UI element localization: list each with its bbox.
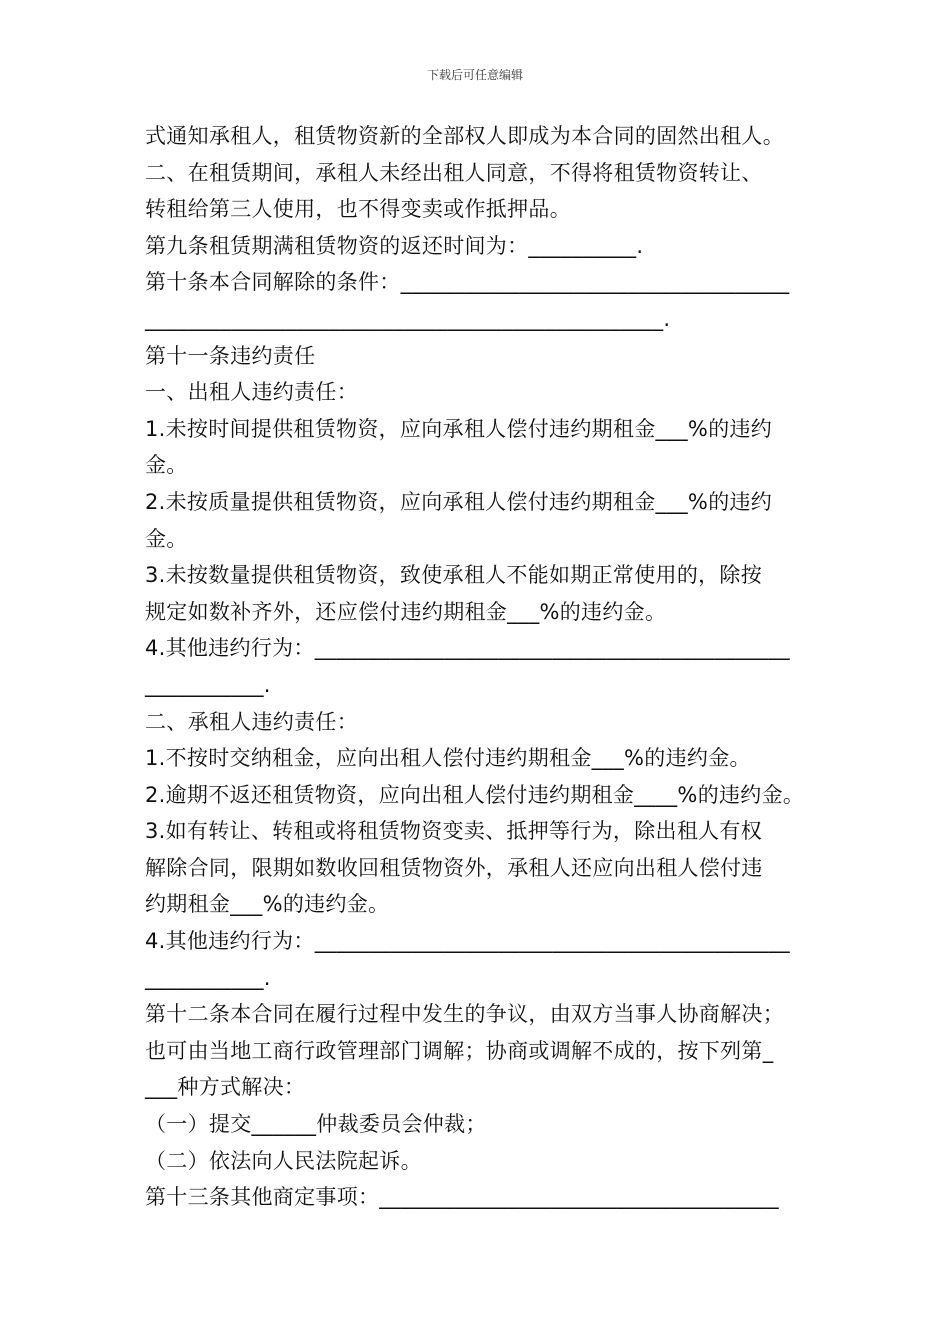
option-item: （一）提交______仲裁委员会仲裁；: [145, 1112, 487, 1137]
option-item: （二）依法向人民法院起诉。: [145, 1148, 422, 1173]
clause-10: 第十条本合同解除的条件：____________________________________: [145, 270, 790, 295]
list-item: 1.未按时间提供租赁物资，应向承租人偿付违约期租金___%的违约: [145, 416, 773, 441]
clause-11-title: 第十一条违约责任: [145, 343, 316, 368]
list-item-cont: 规定如数补齐外，还应偿付违约期租金___%的违约金。: [145, 599, 667, 624]
list-item: 1.不按时交纳租金，应向出租人偿付违约期租金___%的违约金。: [145, 746, 751, 771]
list-item: 2.逾期不返还租赁物资，应向出租人偿付违约期租金____%的违约金。: [145, 782, 805, 807]
text-line: 二、在租赁期间，承租人未经出租人同意，不得将租赁物资转让、: [145, 160, 763, 185]
text-line: 也可由当地工商行政管理部门调解；协商或调解不成的，按下列第_: [145, 1038, 774, 1063]
list-item-cont: 约期租金___%的违约金。: [145, 892, 390, 917]
list-item-cont: 解除合同，限期如数收回租赁物资外，承租人还应向出租人偿付违: [145, 855, 763, 880]
text-line: 式通知承租人，租赁物资新的全部权人即成为本合同的固然出租人。: [145, 124, 784, 148]
clause-9: 第九条租赁期满租赁物资的返还时间为：__________.: [145, 233, 644, 258]
section-heading: 二、承租人违约责任：: [145, 709, 358, 734]
list-item-cont: 金。: [145, 453, 188, 478]
clause-12: 第十二条本合同在履行过程中发生的争议，由双方当事人协商解决；: [145, 1002, 784, 1027]
list-item: 4.其他违约行为：____________________________________________: [145, 929, 790, 954]
blank-line: ________________________________________________.: [145, 306, 671, 331]
page-header: 下载后可任意编辑: [426, 68, 523, 82]
blank-line: ___________.: [145, 965, 271, 990]
list-item: 3.如有转让、转租或将租赁物资变卖、抵押等行为，除出租人有权: [145, 819, 763, 844]
list-item: 4.其他违约行为：____________________________________________: [145, 636, 790, 661]
document-body: [145, 118, 820, 1216]
section-heading: 一、出租人违约责任：: [145, 380, 358, 405]
clause-13: 第十三条其他商定事项：_____________________________________: [145, 1185, 779, 1210]
list-item: 2.未按质量提供租赁物资，应向承租人偿付违约期租金___%的违约: [145, 489, 773, 514]
blank-line: ___________.: [145, 672, 271, 697]
text-line: 转租给第三人使用，也不得变卖或作抵押品。: [145, 197, 571, 222]
list-item-cont: 金。: [145, 526, 188, 551]
list-item: 3.未按数量提供租赁物资，致使承租人不能如期正常使用的，除按: [145, 563, 763, 588]
text-line: ___种方式解决：: [145, 1075, 306, 1100]
